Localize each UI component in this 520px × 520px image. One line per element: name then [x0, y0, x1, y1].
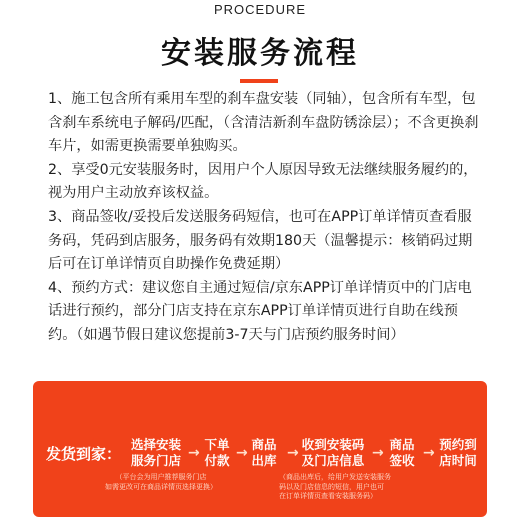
flow-step-pay: [199, 437, 235, 469]
flow-step-sign: [384, 437, 420, 469]
note-line: 码以及门店信息的短信，用户也可: [279, 482, 384, 491]
terms-item-1: 1、施工包含所有乘用车型的刹车盘安装（同轴），包含所有车型，包含刹车系统电子解码/匹配，（含清洁新刹车盘防锈涂层）；不含更换刹车片，如需更换需要单独购买。: [48, 91, 479, 155]
page-title: 安装服务流程: [161, 36, 359, 71]
flow-step-book-time: [434, 437, 482, 469]
terms-item-3: 3、商品签收/妥投后发送服务码短信，也可在APP订单详情页查看服务码，凭码到店服务，服务码有效期180天（温馨提示：核销码过期后可在订单详情页自助操作免费延期）: [48, 208, 473, 273]
flow-step-ship: [246, 437, 282, 469]
flow-lead-label: 发货到家：: [46, 445, 122, 463]
flow-step-line: 选择安装: [130, 437, 181, 452]
flow-step-line: 商品: [251, 437, 277, 452]
service-flow: [33, 437, 487, 469]
note-line: （商品出库后，给用户发送安装服务: [279, 473, 391, 481]
flow-step-line: 服务门店: [130, 453, 181, 468]
flow-step-line: 签收: [389, 453, 415, 468]
service-flow-banner: [33, 381, 487, 517]
store-note: [81, 473, 241, 492]
title-underline: [240, 79, 278, 83]
arrow-right-icon: →: [372, 445, 384, 461]
note-line: 如需更改可在商品详情页选择更换）: [105, 482, 217, 491]
arrow-right-icon: →: [188, 445, 200, 461]
section-kicker: PROCEDURE: [213, 2, 307, 17]
arrow-right-icon: →: [287, 445, 299, 461]
flow-step-line: 出库: [251, 453, 277, 468]
code-note: [279, 473, 391, 502]
note-line: （平台会为用户推荐服务门店: [115, 473, 207, 481]
terms-item-2: 2、享受0元安装服务时，因用户个人原因导致无法继续服务履约的，视为用户主动放弃该权益。: [48, 161, 478, 202]
flow-step-line: 及门店信息: [301, 453, 365, 468]
flow-step-line: 下单: [204, 437, 230, 452]
terms-item-4: 4、预约方式：建议您自主通过短信/京东APP订单详情页中的门店电话进行预约，部分门店支持在京东APP订单详情页进行自助在线预约。（如遇节假日建议您提前3-7天与门店预约服务时间）: [48, 279, 472, 343]
flow-step-choose-store: [124, 437, 188, 469]
arrow-right-icon: →: [423, 445, 435, 461]
flow-step-line: 收到安装码: [301, 437, 365, 452]
flow-step-line: 商品: [389, 437, 415, 452]
flow-step-line: 付款: [204, 453, 230, 468]
note-line: 在订单详情页查看安装服务码）: [279, 492, 377, 500]
arrow-right-icon: →: [236, 445, 248, 461]
flow-step-receive-code: [297, 437, 369, 469]
terms-text: [48, 88, 482, 348]
flow-step-line: 店时间: [439, 453, 477, 468]
flow-step-line: 预约到: [439, 437, 477, 452]
